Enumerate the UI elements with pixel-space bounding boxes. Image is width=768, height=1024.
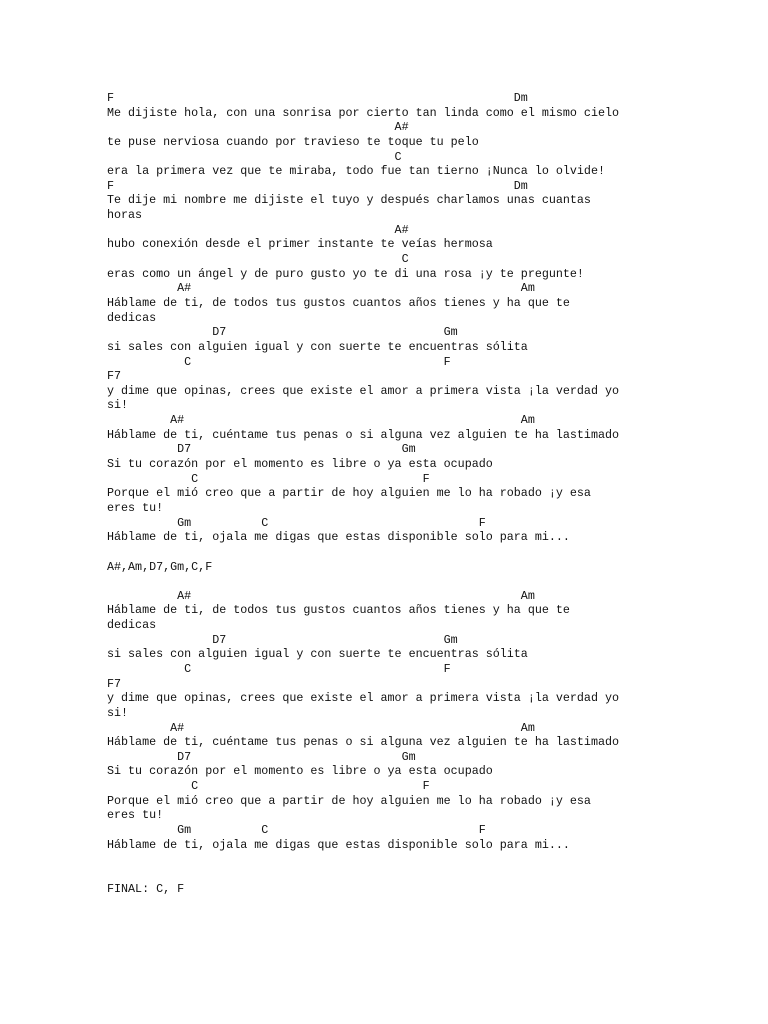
lyric-line: Si tu corazón por el momento es libre o ya esta ocupado [107, 764, 493, 779]
lyric-line: te puse nerviosa cuando por travieso te toque tu pelo [107, 134, 479, 149]
chord-line: A# Am [107, 588, 535, 603]
lyric-line: horas [107, 208, 143, 223]
chord-line: D7 Gm [107, 442, 416, 457]
lyric-line: eres tu! [107, 500, 164, 515]
lyric-line: Háblame de ti, cuéntame tus penas o si alguna vez alguien te ha lastimado [107, 427, 619, 442]
chord-line: A# [107, 120, 409, 135]
lyric-line: Háblame de ti, ojala me digas que estas disponible solo para mi... [107, 530, 570, 545]
lyric-line: Te dije mi nombre me dijiste el tuyo y después charlamos unas cuantas [107, 193, 591, 208]
lyric-line: hubo conexión desde el primer instante te veías hermosa [107, 237, 493, 252]
lyric-line: eras como un ángel y de puro gusto yo te di una rosa ¡y te pregunte! [107, 266, 584, 281]
lyric-line: dedicas [107, 618, 157, 633]
chord-line: F Dm [107, 91, 528, 105]
lyric-line: Me dijiste hola, con una sonrisa por cierto tan linda como el mismo cielo [107, 105, 619, 120]
lyric-line: Si tu corazón por el momento es libre o ya esta ocupado [107, 457, 493, 472]
lyric-line: si! [107, 398, 129, 413]
lyric-line: era la primera vez que te miraba, todo fue tan tierno ¡Nunca lo olvide! [107, 164, 605, 179]
chord-line: Gm C F [107, 823, 486, 838]
lyric-line: Háblame de ti, ojala me digas que estas disponible solo para mi... [107, 837, 570, 852]
lyric-line: y dime que opinas, crees que existe el amor a primera vista ¡la verdad yo [107, 383, 619, 398]
chord-line: C [107, 149, 402, 164]
lyric-line: Háblame de ti, de todos tus gustos cuantos años tienes y ha que te [107, 603, 570, 618]
chord-line: F7 [107, 369, 122, 384]
lyric-line: si sales con alguien igual y con suerte te encuentras sólita [107, 339, 528, 354]
lyric-line: Háblame de ti, de todos tus gustos cuantos años tienes y ha que te [107, 295, 570, 310]
chord-line: C F [107, 471, 430, 486]
chord-line: D7 Gm [107, 749, 416, 764]
chord-line: C [107, 252, 409, 267]
lyric-line: si! [107, 705, 129, 720]
chord-line: A# Am [107, 281, 535, 296]
chord-line: D7 Gm [107, 632, 458, 647]
chord-line: F7 [107, 676, 122, 691]
chord-line: A# Am [107, 413, 535, 428]
chord-progression: A#,Am,D7,Gm,C,F [107, 559, 213, 574]
lyric-line: si sales con alguien igual y con suerte te encuentras sólita [107, 647, 528, 662]
chord-line: F Dm [107, 178, 528, 193]
lyric-line: Porque el mió creo que a partir de hoy alguien me lo ha robado ¡y esa [107, 486, 591, 501]
lyric-line: eres tu! [107, 808, 164, 823]
chord-line: D7 Gm [107, 325, 458, 340]
blank-line [107, 852, 667, 867]
chord-line: C F [107, 354, 451, 369]
lyric-line: dedicas [107, 310, 157, 325]
blank-line [107, 867, 667, 882]
lyric-line: Porque el mió creo que a partir de hoy alguien me lo ha robado ¡y esa [107, 793, 591, 808]
chord-line: C F [107, 779, 430, 794]
blank-line [107, 545, 667, 560]
chord-line: C F [107, 661, 451, 676]
blank-line [107, 574, 667, 589]
chord-line: A# [107, 222, 409, 237]
final-chords: FINAL: C, F [107, 881, 185, 896]
chord-line: A# Am [107, 720, 535, 735]
chord-line: Gm C F [107, 515, 486, 530]
chord-sheet [107, 91, 667, 896]
lyric-line: y dime que opinas, crees que existe el amor a primera vista ¡la verdad yo [107, 691, 619, 706]
lyric-line: Háblame de ti, cuéntame tus penas o si alguna vez alguien te ha lastimado [107, 735, 619, 750]
